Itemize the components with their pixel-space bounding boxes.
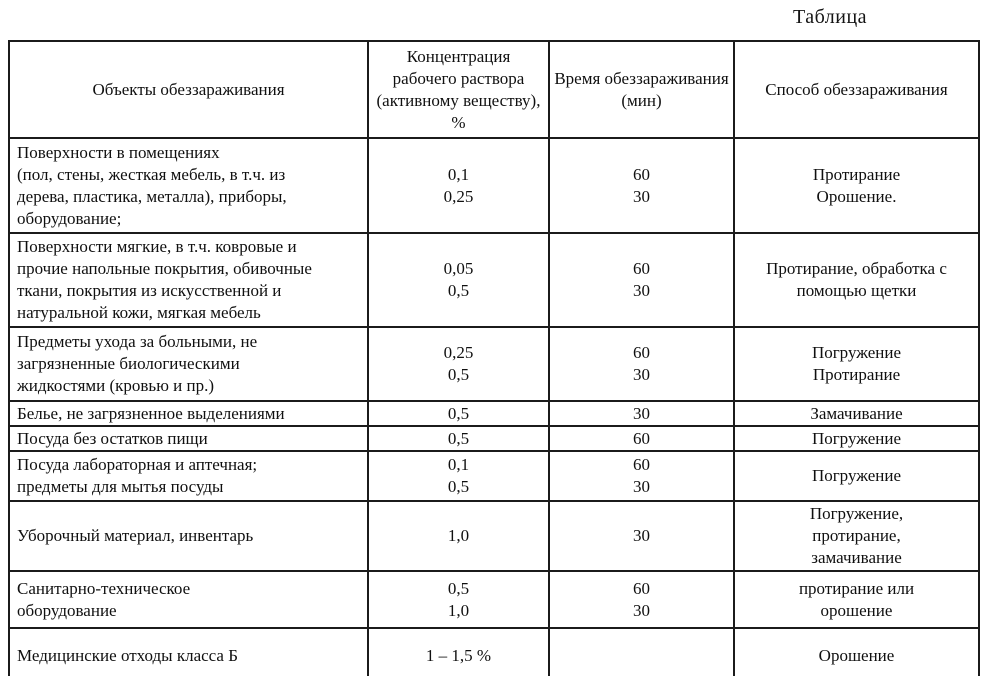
cell-line: 60 bbox=[633, 455, 650, 474]
cell-line: 30 bbox=[633, 281, 650, 300]
cell-line: Медицинские отходы класса Б bbox=[17, 646, 238, 665]
cell-time bbox=[549, 501, 734, 571]
table-row bbox=[9, 501, 979, 571]
cell-line: 30 bbox=[633, 600, 650, 620]
cell-line: 1,0 bbox=[447, 600, 470, 620]
cell-concentration bbox=[368, 138, 549, 233]
table-row bbox=[9, 401, 979, 426]
column-header-method: Способ обеззараживания bbox=[734, 41, 979, 138]
cell-line: натуральной кожи, мягкая мебель bbox=[17, 303, 261, 322]
cell-line: 60 bbox=[633, 578, 650, 598]
cell-line: Белье, не загрязненное выделениями bbox=[17, 404, 285, 423]
cell-line: Орошение. bbox=[816, 186, 897, 206]
cell-line: замачивание bbox=[811, 548, 902, 567]
cell-concentration bbox=[368, 327, 549, 401]
cell-line: Орошение bbox=[818, 646, 895, 665]
cell-time bbox=[549, 138, 734, 233]
cell-line: 1,0 bbox=[447, 526, 470, 545]
cell-line: 30 bbox=[633, 526, 650, 545]
cell-method bbox=[734, 233, 979, 327]
cell-line: Посуда без остатков пищи bbox=[17, 429, 208, 448]
cell-object bbox=[9, 426, 368, 451]
cell-time bbox=[549, 571, 734, 628]
cell-line: 0,25 bbox=[443, 186, 474, 206]
table-row bbox=[9, 138, 979, 233]
cell-line: 60 bbox=[633, 429, 650, 448]
table-row bbox=[9, 426, 979, 451]
cell-line: 0,05 bbox=[443, 259, 474, 278]
table-row bbox=[9, 451, 979, 501]
cell-line: 0,5 bbox=[447, 429, 470, 448]
cell-line: Поверхности мягкие, в т.ч. ковровые и bbox=[17, 237, 297, 256]
cell-line: помощью щетки bbox=[796, 281, 917, 300]
cell-line: Погружение bbox=[811, 429, 902, 448]
cell-line: Протирание, обработка с bbox=[766, 259, 947, 278]
cell-line: 0,1 bbox=[447, 455, 470, 474]
cell-line: Протирание bbox=[812, 164, 901, 184]
cell-line: Уборочный материал, инвентарь bbox=[17, 526, 254, 545]
cell-line: прочие напольные покрытия, обивочные bbox=[17, 259, 312, 278]
cell-line: Погружение, bbox=[809, 504, 904, 523]
cell-line: 0,5 bbox=[447, 365, 470, 384]
cell-line: 30 bbox=[633, 186, 650, 206]
cell-time bbox=[549, 233, 734, 327]
table-row bbox=[9, 327, 979, 401]
cell-time bbox=[549, 426, 734, 451]
cell-line: 60 bbox=[633, 164, 650, 184]
cell-line: оборудование bbox=[17, 600, 117, 620]
cell-line: Санитарно-техническое bbox=[17, 578, 191, 598]
cell-line: Поверхности в помещениях bbox=[17, 142, 220, 162]
cell-object bbox=[9, 571, 368, 628]
cell-line: 60 bbox=[633, 343, 650, 362]
table-row bbox=[9, 571, 979, 628]
header-row bbox=[9, 41, 979, 138]
cell-method bbox=[734, 501, 979, 571]
cell-line: Замачивание bbox=[810, 404, 903, 423]
cell-line: 60 bbox=[633, 259, 650, 278]
cell-line: 30 bbox=[633, 404, 650, 423]
cell-method bbox=[734, 401, 979, 426]
cell-line: 0,25 bbox=[443, 343, 474, 362]
cell-line: загрязненные биологическими bbox=[17, 354, 240, 373]
cell-method bbox=[734, 628, 979, 676]
cell-line: дерева, пластика, металла), приборы, bbox=[17, 186, 287, 206]
column-header-time: Время обеззараживания (мин) bbox=[549, 41, 734, 138]
cell-line: оборудование; bbox=[17, 208, 122, 228]
cell-line: ткани, покрытия из искусственной и bbox=[17, 281, 282, 300]
cell-object bbox=[9, 501, 368, 571]
cell-concentration bbox=[368, 571, 549, 628]
table-row bbox=[9, 233, 979, 327]
cell-method bbox=[734, 571, 979, 628]
cell-method bbox=[734, 138, 979, 233]
cell-line: Посуда лабораторная и аптечная; bbox=[17, 455, 258, 474]
cell-line: 0,5 bbox=[447, 281, 470, 300]
cell-object bbox=[9, 327, 368, 401]
cell-line: 0,5 bbox=[447, 404, 470, 423]
cell-method bbox=[734, 451, 979, 501]
cell-time bbox=[549, 628, 734, 676]
table-row bbox=[9, 628, 979, 676]
cell-line: 30 bbox=[633, 477, 650, 496]
cell-line: протирание или bbox=[798, 578, 915, 598]
cell-line: Погружение bbox=[811, 343, 902, 362]
table-caption: Таблица bbox=[793, 6, 868, 28]
cell-concentration bbox=[368, 401, 549, 426]
disinfection-table bbox=[8, 40, 980, 676]
cell-line: 1 – 1,5 % bbox=[425, 646, 492, 665]
cell-line: орошение bbox=[820, 600, 893, 620]
cell-line: 30 bbox=[633, 365, 650, 384]
cell-line: Предметы ухода за больными, не bbox=[17, 332, 258, 351]
cell-line: Протирание bbox=[812, 365, 901, 384]
cell-line: Погружение bbox=[811, 466, 902, 485]
cell-object bbox=[9, 451, 368, 501]
table-body bbox=[9, 138, 979, 676]
cell-object bbox=[9, 138, 368, 233]
cell-method bbox=[734, 327, 979, 401]
cell-line: жидкостями (кровью и пр.) bbox=[17, 376, 214, 395]
cell-time bbox=[549, 327, 734, 401]
cell-concentration bbox=[368, 426, 549, 451]
cell-line: 0,5 bbox=[447, 578, 470, 598]
column-header-concentration: Концентрация рабочего раствора (активному веществу), % bbox=[368, 41, 549, 138]
cell-object bbox=[9, 233, 368, 327]
cell-concentration bbox=[368, 233, 549, 327]
column-header-objects: Объекты обеззараживания bbox=[9, 41, 368, 138]
cell-time bbox=[549, 451, 734, 501]
cell-line: (пол, стены, жесткая мебель, в т.ч. из bbox=[17, 164, 286, 184]
cell-line: 0,5 bbox=[447, 477, 470, 496]
cell-concentration bbox=[368, 628, 549, 676]
cell-object bbox=[9, 401, 368, 426]
cell-line: протирание, bbox=[812, 526, 901, 545]
cell-method bbox=[734, 426, 979, 451]
cell-time bbox=[549, 401, 734, 426]
cell-line: 0,1 bbox=[447, 164, 470, 184]
cell-concentration bbox=[368, 501, 549, 571]
cell-line: предметы для мытья посуды bbox=[17, 477, 224, 496]
cell-object bbox=[9, 628, 368, 676]
cell-concentration bbox=[368, 451, 549, 501]
